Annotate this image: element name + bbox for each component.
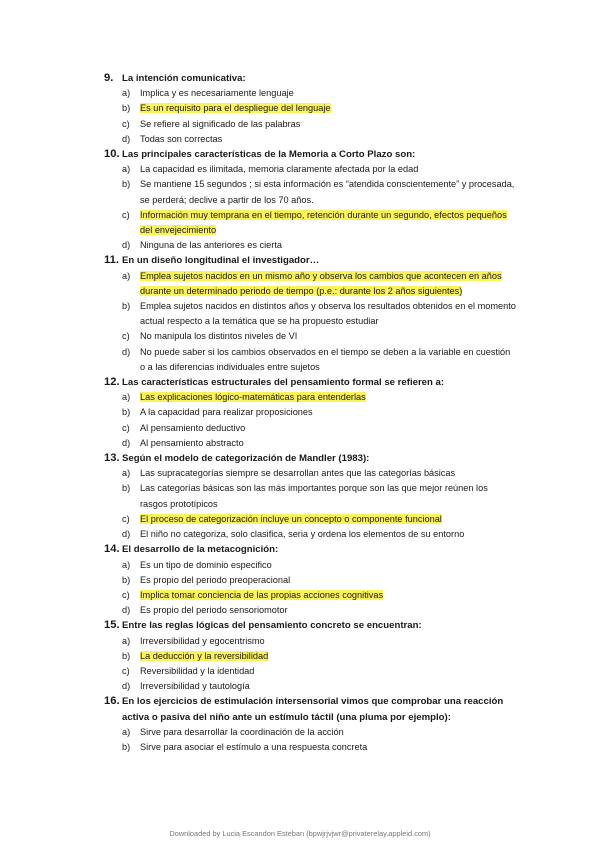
option-letter: b) [122, 103, 131, 114]
option-text: Irreversibilidad y egocentrismo [140, 635, 265, 646]
answer-option [104, 269, 516, 299]
question-list [104, 71, 516, 755]
question-number: 16. [104, 695, 120, 708]
option-text-wrap [140, 162, 516, 177]
answer-option [104, 390, 516, 405]
option-text: El niño no categoriza, solo clasifica, seria y ordena los elementos de su entorno [140, 529, 465, 540]
option-text-wrap [140, 86, 516, 101]
option-letter: d) [122, 133, 131, 144]
answer-option [104, 177, 516, 207]
answer-option [104, 208, 516, 238]
answer-option [104, 345, 516, 375]
question-number: 14. [104, 543, 120, 556]
download-footer: Downloaded by Lucia Escandon Esteban (bpwjrjvjwr@privaterelay.appleid.com) [169, 829, 431, 838]
option-text: Sirve para desarrollar la coordinación de la acción [140, 726, 344, 737]
option-letter: b) [122, 407, 131, 418]
option-text-wrap [140, 132, 516, 147]
answer-option [104, 101, 516, 116]
answer-option [104, 634, 516, 649]
highlighted-answer-text: Implica tomar conciencia de las propias acciones cognitivas [140, 589, 384, 600]
option-letter: a) [122, 559, 131, 570]
question-text: Las principales características de la Memoria a Corto Plazo son: [122, 149, 416, 161]
option-letter: a) [122, 468, 131, 479]
option-text: Se mantiene 15 segundos ; si esta información es “atendida conscientemente” y procesada, se perderá; declive a partir de los 70 años. [140, 179, 515, 205]
option-letter: a) [122, 164, 131, 175]
option-text-wrap [140, 588, 516, 603]
option-text-wrap [140, 345, 516, 375]
option-text: Ninguna de las anteriores es cierta [140, 240, 282, 251]
question-item [104, 542, 516, 618]
highlighted-answer-text: La deducción y la reversibilidad [140, 650, 269, 661]
highlighted-answer-text: El proceso de categorización incluye un concepto o componente funcional [140, 513, 442, 524]
highlighted-answer-text: Emplea sujetos nacidos en un mismo año y observa los cambios que acontecen en años durante un determinado periodo de tiempo (p.e.: durante los 2 años siguientes) [140, 270, 502, 296]
answer-option [104, 436, 516, 451]
option-text-wrap [140, 558, 516, 573]
answer-option [104, 421, 516, 436]
answer-option [104, 86, 516, 101]
answer-option [104, 725, 516, 740]
option-text-wrap [140, 634, 516, 649]
question-heading [104, 71, 516, 86]
option-text-wrap [140, 421, 516, 436]
option-letter: c) [122, 118, 130, 129]
option-letter: c) [122, 665, 130, 676]
option-text-wrap [140, 208, 516, 238]
question-text: La intención comunicativa: [122, 73, 246, 84]
answer-option [104, 299, 516, 329]
option-text-wrap [140, 177, 516, 207]
question-number: 15. [104, 619, 120, 632]
question-number: 13. [104, 452, 120, 465]
option-letter: b) [122, 483, 131, 494]
answer-option [104, 405, 516, 420]
answer-option [104, 664, 516, 679]
question-number: 9. [104, 72, 114, 84]
option-text: Es un tipo de dominio especifico [140, 559, 272, 570]
option-letter: c) [122, 513, 130, 524]
question-heading [104, 694, 516, 724]
question-item [104, 253, 516, 375]
question-text: Las características estructurales del pensamiento formal se refieren a: [122, 377, 445, 389]
option-text-wrap [140, 436, 516, 451]
question-heading [104, 253, 516, 268]
question-item [104, 451, 516, 542]
option-text: Irreversibilidad y tautología [140, 681, 250, 692]
option-letter: d) [122, 346, 131, 357]
highlighted-answer-text: Es un requisito para el despliegue del lenguaje [140, 103, 331, 114]
option-letter: d) [122, 240, 131, 251]
option-text: Se refiere al significado de las palabras [140, 118, 301, 129]
option-text: Las categorías básicas son las más importantes porque son las que mejor reúnen los rasgos prototípicos [140, 483, 488, 509]
option-text-wrap [140, 481, 516, 511]
question-item [104, 618, 516, 694]
option-text-wrap [140, 725, 516, 740]
option-text-wrap [140, 269, 516, 299]
option-text: Las supracategorías siempre se desarrollan antes que las categorías básicas [140, 468, 456, 479]
option-letter: a) [122, 88, 131, 99]
question-text: Según el modelo de categorización de Mandler (1983): [122, 453, 370, 465]
answer-option [104, 466, 516, 481]
option-text-wrap [140, 117, 516, 132]
answer-option [104, 329, 516, 344]
question-heading [104, 375, 516, 390]
answer-option [104, 740, 516, 755]
option-text: Es propio del periodo preoperacional [140, 574, 291, 585]
question-text: El desarrollo de la metacognición: [122, 544, 279, 556]
answer-option [104, 649, 516, 664]
question-text: Entre las reglas lógicas del pensamiento concreto se encuentran: [122, 620, 422, 632]
option-text: Todas son correctas [140, 133, 223, 144]
option-letter: b) [122, 574, 131, 585]
answer-option [104, 132, 516, 147]
option-text: Reversibilidad y la identidad [140, 665, 255, 676]
answer-option [104, 481, 516, 511]
answer-option [104, 573, 516, 588]
option-text: Implica y es necesariamente lenguaje [140, 88, 294, 99]
answer-option [104, 117, 516, 132]
option-letter: a) [122, 270, 131, 281]
option-text: A la capacidad para realizar proposiciones [140, 407, 313, 418]
option-text-wrap [140, 603, 516, 618]
question-text: En los ejercicios de estimulación intersensorial vimos que comprobar una reacción activa o pasiva del niño ante un estímulo táctil (una pluma por ejemplo): [122, 696, 504, 723]
option-letter: a) [122, 726, 131, 737]
option-text-wrap [140, 299, 516, 329]
option-text-wrap [140, 740, 516, 755]
answer-option [104, 558, 516, 573]
answer-option [104, 679, 516, 694]
highlighted-answer-text: Las explicaciones lógico-matemáticas para entenderlas [140, 392, 366, 403]
question-item [104, 694, 516, 755]
option-text-wrap [140, 512, 516, 527]
question-heading [104, 451, 516, 466]
option-letter: a) [122, 392, 131, 403]
option-text-wrap [140, 238, 516, 253]
option-text-wrap [140, 390, 516, 405]
question-heading [104, 542, 516, 557]
question-heading [104, 618, 516, 633]
option-text: La capacidad es ilimitada, memoria claramente afectada por la edad [140, 164, 419, 175]
question-text: En un diseño longitudinal el investigador… [122, 255, 320, 267]
option-text: Es propio del periodo sensoriomotor [140, 605, 288, 616]
question-item [104, 375, 516, 451]
option-text-wrap [140, 466, 516, 481]
question-heading [104, 147, 516, 162]
option-letter: b) [122, 650, 131, 661]
option-letter: d) [122, 529, 131, 540]
option-letter: c) [122, 589, 130, 600]
answer-option [104, 588, 516, 603]
option-letter: d) [122, 437, 131, 448]
option-text-wrap [140, 573, 516, 588]
option-text-wrap [140, 329, 516, 344]
option-text-wrap [140, 527, 516, 542]
option-text-wrap [140, 679, 516, 694]
option-letter: b) [122, 179, 131, 190]
option-letter: d) [122, 605, 131, 616]
question-number: 11. [104, 254, 119, 267]
option-text-wrap [140, 101, 516, 116]
option-text-wrap [140, 405, 516, 420]
answer-option [104, 603, 516, 618]
highlighted-answer-text: Información muy temprana en el tiempo, retención durante un segundo, efectos pequeños del envejecimiento [140, 209, 507, 236]
option-text: Sirve para asociar el estímulo a una respuesta concreta [140, 741, 368, 752]
answer-option [104, 512, 516, 527]
question-item [104, 147, 516, 253]
answer-option [104, 527, 516, 542]
option-letter: d) [122, 681, 131, 692]
option-text: Al pensamiento abstracto [140, 437, 244, 448]
option-text: No puede saber si los cambios observados en el tiempo se deben a la variable en cuestión o a las diferencias individuales entre sujetos [140, 346, 511, 372]
question-item [104, 71, 516, 147]
answer-option [104, 162, 516, 177]
question-number: 10. [104, 148, 120, 161]
option-text: Emplea sujetos nacidos en distintos años y observa los resultados obtenidos en el momento actual respecto a la temática que se ha propuesto estudiar [140, 301, 516, 327]
option-text-wrap [140, 664, 516, 679]
question-number: 12. [104, 376, 120, 389]
option-text: No manipula los distintos niveles de VI [140, 331, 298, 342]
option-letter: b) [122, 741, 131, 752]
option-text-wrap [140, 649, 516, 664]
answer-option [104, 238, 516, 253]
option-letter: c) [122, 331, 130, 342]
option-letter: c) [122, 422, 130, 433]
option-letter: a) [122, 635, 131, 646]
option-text: Al pensamiento deductivo [140, 422, 246, 433]
option-letter: c) [122, 209, 130, 220]
option-letter: b) [122, 301, 131, 312]
